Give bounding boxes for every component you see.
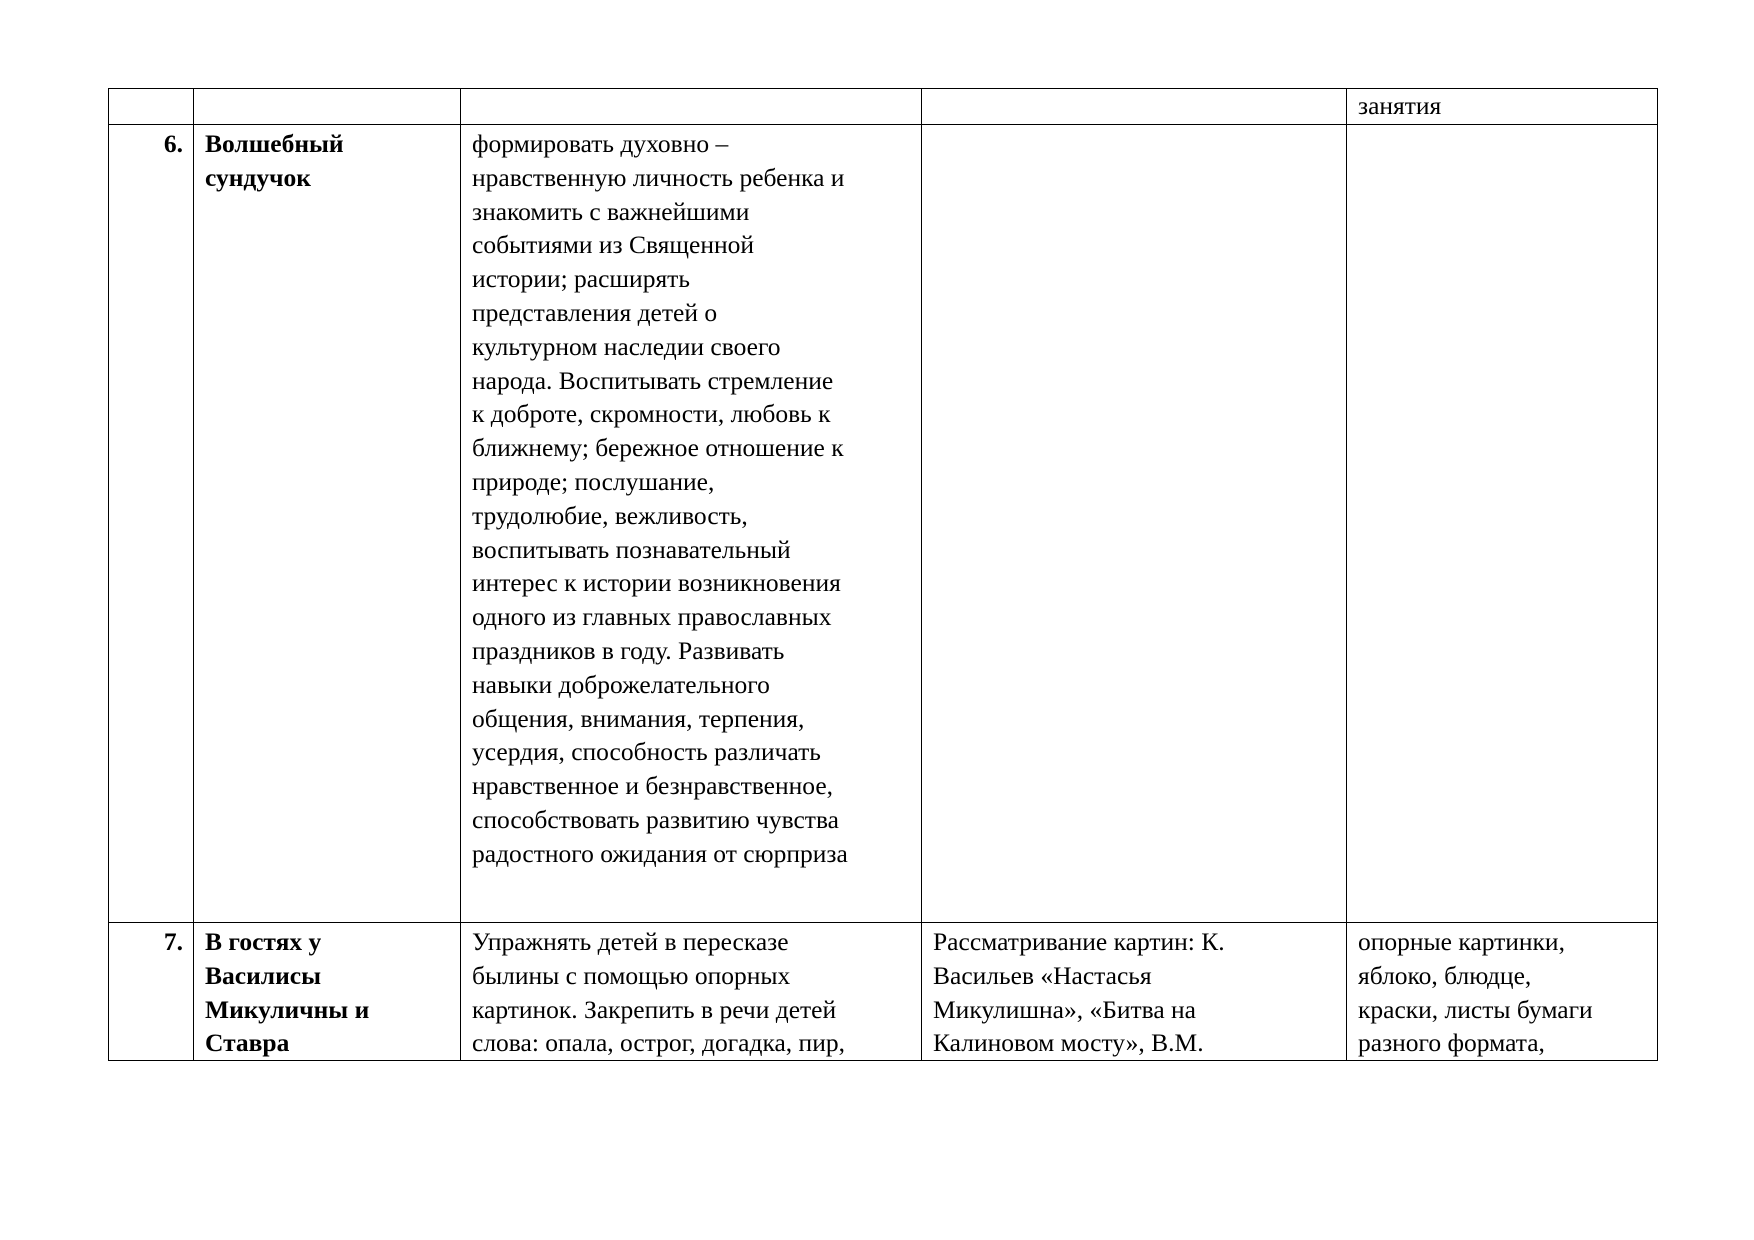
cell-text-line: сундучок — [205, 162, 311, 192]
cell-text-line: интерес к истории возникновения — [472, 568, 841, 598]
materials-cell — [1347, 923, 1658, 1061]
cell-text-line: к доброте, скромности, любовь к — [472, 399, 831, 429]
cell-text-line: трудолюбие, вежливость, — [472, 500, 748, 530]
cell-text-line: краски, листы бумаги — [1358, 994, 1593, 1024]
cell-text-line: общения, внимания, терпения, — [472, 703, 805, 733]
cell-text-line: событиями из Священной — [472, 230, 755, 260]
cell-text-line: картинок. Закрепить в речи детей — [472, 994, 837, 1024]
topic-cell — [194, 89, 461, 125]
cell-text-line: навыки доброжелательного — [472, 669, 770, 699]
cell-text-line: Микуличны и — [205, 994, 370, 1024]
cell-text-line: природе; послушание, — [472, 466, 715, 496]
number-cell: 7. — [109, 923, 194, 1061]
goals-cell — [461, 89, 922, 125]
cell-text-line: Рассматривание картин: К. — [933, 927, 1225, 956]
cell-text-line: способствовать развитию чувства — [472, 804, 839, 834]
cell-text-line: опорные картинки, — [1358, 927, 1565, 956]
table-row — [109, 923, 1658, 1061]
cell-text-line: радостного ожидания от сюрприза — [472, 838, 848, 868]
cell-text-line: слова: опала, острог, догадка, пир, — [472, 1028, 845, 1058]
cell-text-line: знакомить с важнейшими — [472, 196, 750, 226]
cell-text-line: одного из главных православных — [472, 602, 832, 632]
cell-text-line: культурном наследии своего — [472, 331, 781, 361]
cell-text-line: представления детей о — [472, 297, 718, 327]
lesson-plan-table — [108, 88, 1658, 1061]
cell-text-line: В гостях у — [205, 927, 322, 956]
cell-text-line: Микулишна», «Битва на — [933, 994, 1196, 1024]
cell-text-line: Упражнять детей в пересказе — [472, 927, 789, 956]
topic-cell — [194, 125, 461, 923]
cell-text-line: нравственное и безнравственное, — [472, 771, 834, 801]
cell-text-line: ближнему; бережное отношение к — [472, 433, 844, 463]
cell-text-line: разного формата, — [1358, 1028, 1545, 1058]
cell-text-line: воспитывать познавательный — [472, 534, 791, 564]
cell-text-line: Васильев «Настасья — [933, 960, 1152, 990]
cell-text-line: Василисы — [205, 960, 321, 990]
cell-text-line: праздников в году. Развивать — [472, 635, 785, 665]
goals-cell — [461, 125, 922, 923]
number-cell: 6. — [109, 125, 194, 923]
materials-cell: занятия — [1347, 89, 1658, 125]
cell-text-line: народа. Воспитывать стремление — [472, 365, 834, 395]
cell-text-line: былины с помощью опорных — [472, 960, 791, 990]
cell-text-line: яблоко, блюдце, — [1358, 960, 1532, 990]
table-row-continued — [109, 89, 1658, 125]
materials-cell — [1347, 125, 1658, 923]
topic-cell — [194, 923, 461, 1061]
cell-text-line: истории; расширять — [472, 264, 690, 294]
number-cell — [109, 89, 194, 125]
cell-text-line: формировать духовно – — [472, 129, 729, 158]
cell-text-line: усердия, способность различать — [472, 737, 821, 767]
table-row — [109, 125, 1658, 923]
cell-text-line: Калиновом мосту», В.М. — [933, 1028, 1204, 1058]
cell-text-line: Ставра — [205, 1028, 290, 1058]
activities-cell — [922, 923, 1347, 1061]
activities-cell — [922, 89, 1347, 125]
cell-text-line: нравственную личность ребенка и — [472, 162, 845, 192]
goals-cell — [461, 923, 922, 1061]
activities-cell — [922, 125, 1347, 923]
cell-text-line: Волшебный — [205, 129, 344, 158]
